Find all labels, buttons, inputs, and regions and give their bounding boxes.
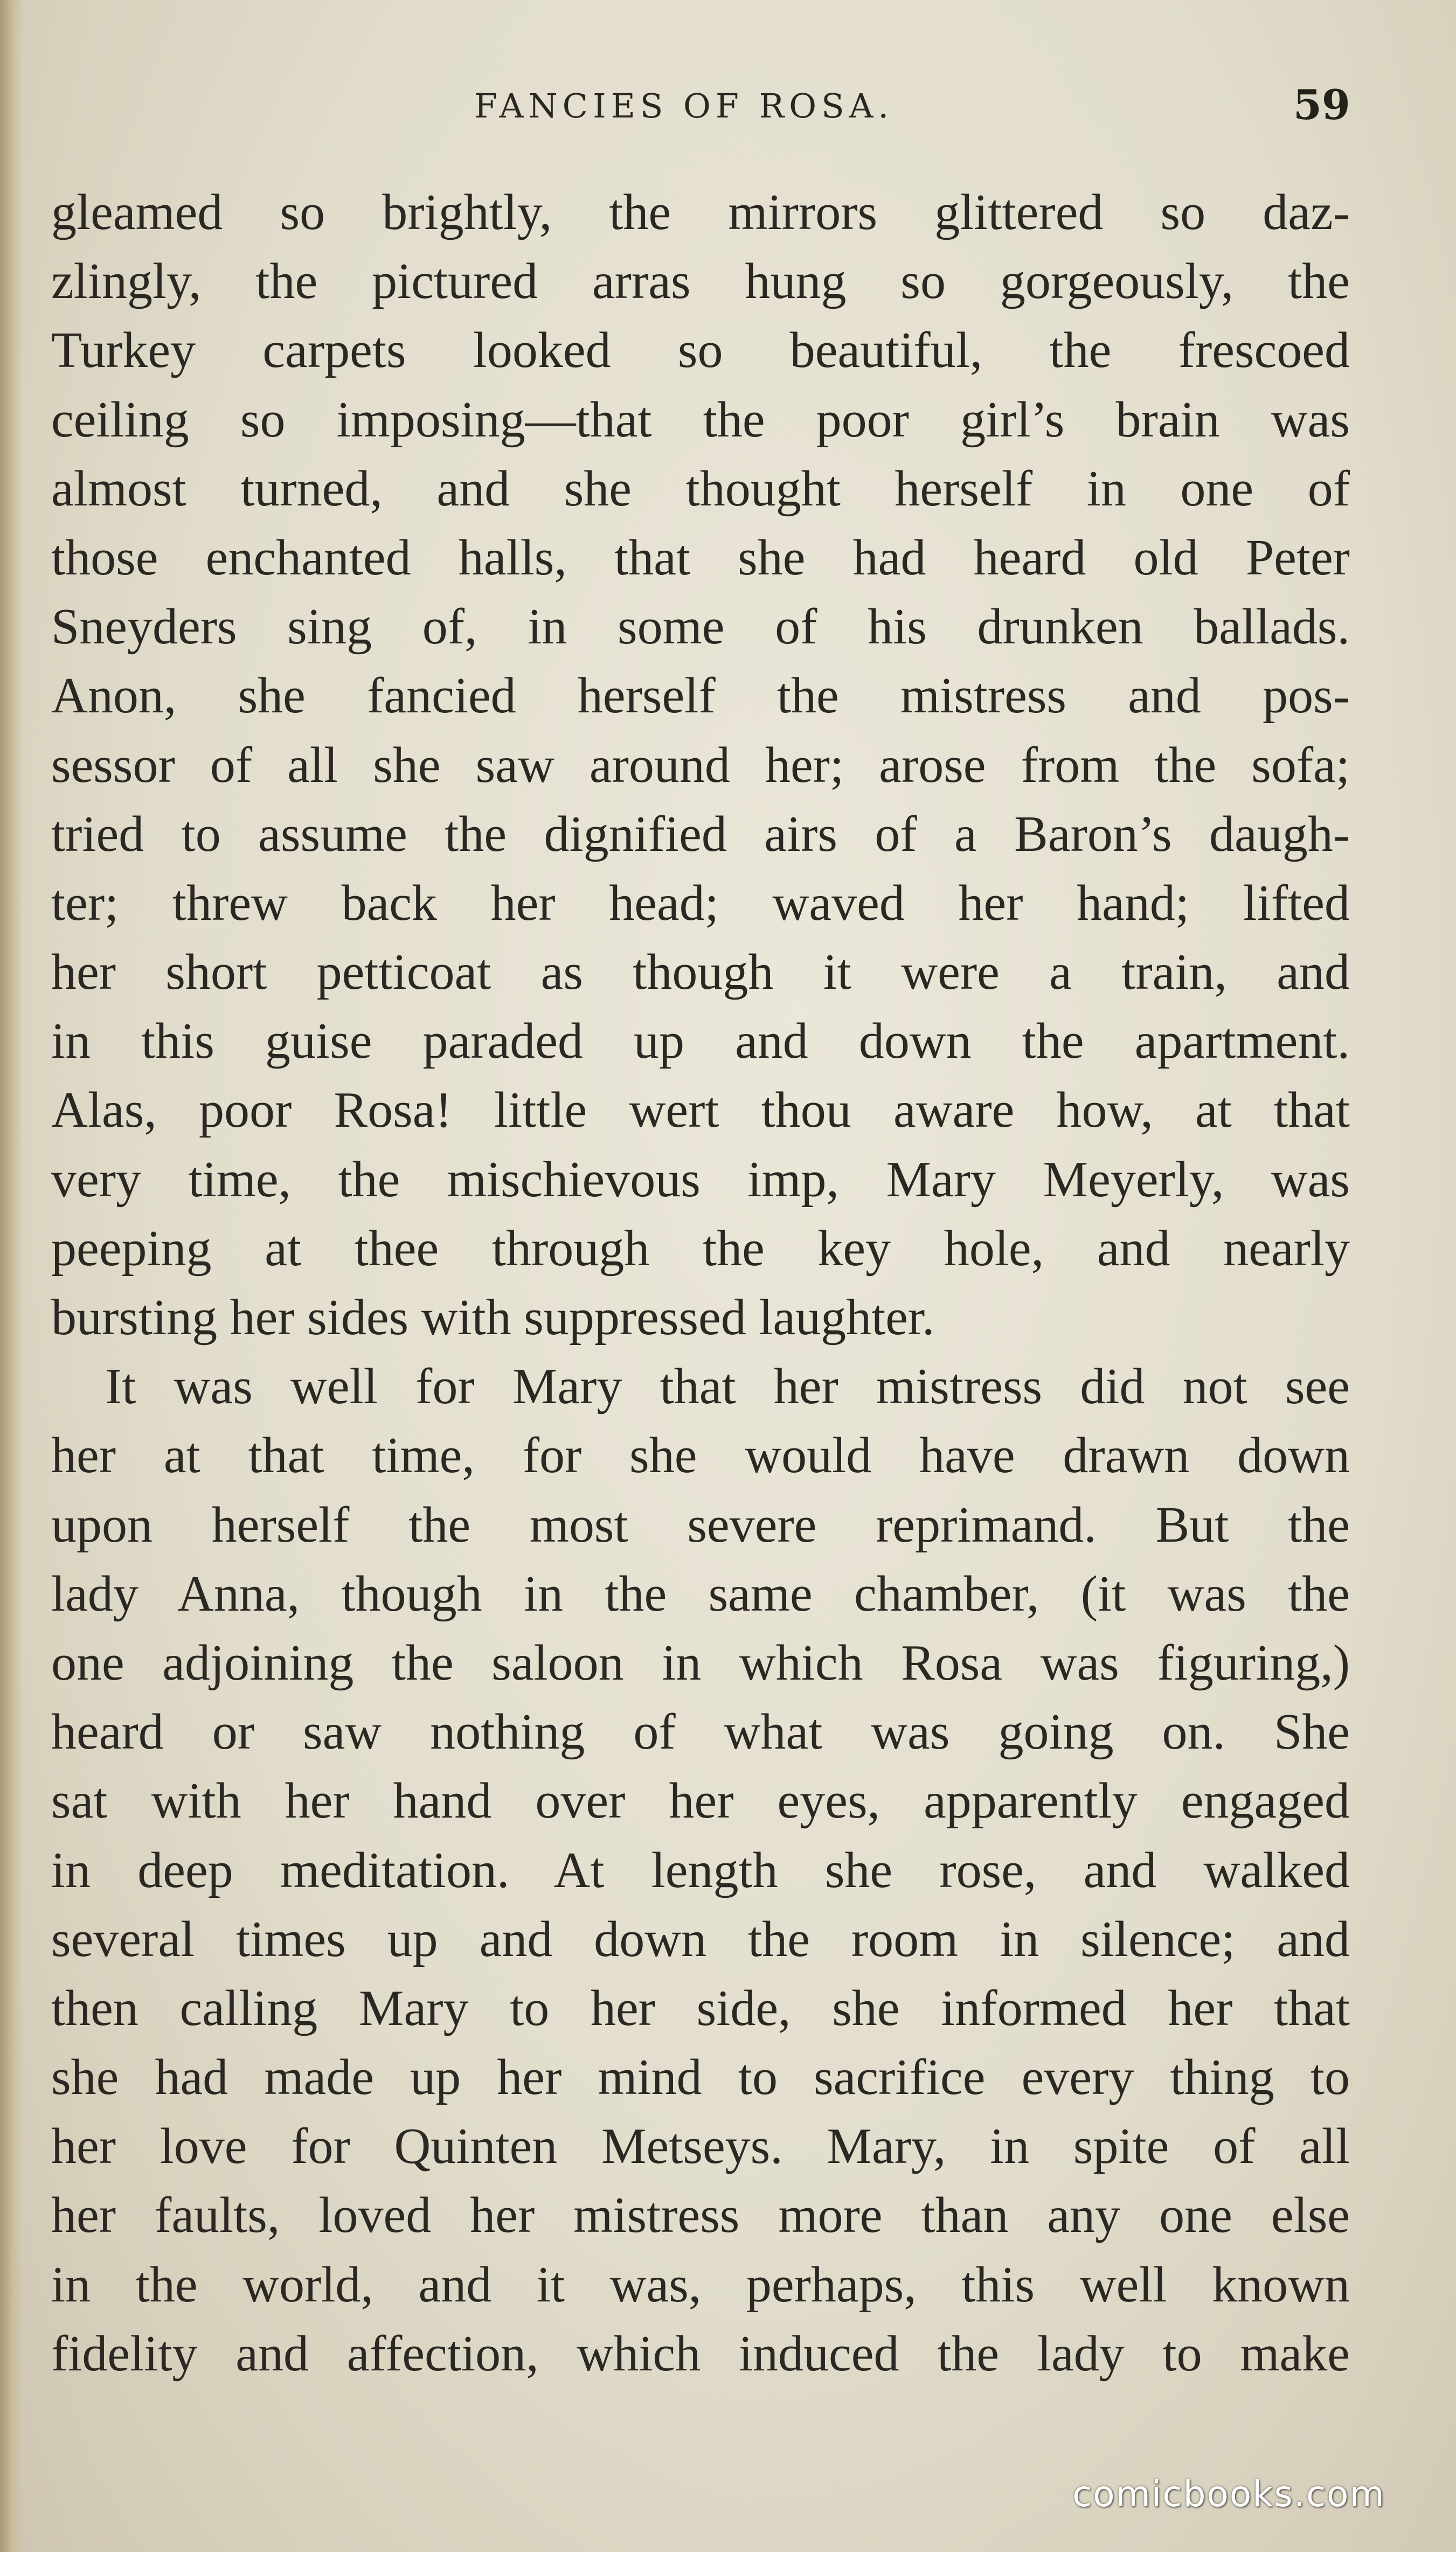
text-line: then calling Mary to her side, she informed her that bbox=[51, 1980, 1350, 2036]
text-line: her love for Quinten Metseys. Mary, in spite of all bbox=[51, 2118, 1350, 2175]
text-line: sessor of all she saw around her; arose from the sofa; bbox=[51, 737, 1350, 793]
text-line: her faults, loved her mistress more than any one else bbox=[51, 2187, 1350, 2244]
text-line: lady Anna, though in the same chamber, (it was the bbox=[51, 1565, 1350, 1622]
text-line: Alas, poor Rosa! little wert thou aware how, at that bbox=[51, 1082, 1350, 1139]
text-line: in this guise paraded up and down the apartment. bbox=[51, 1013, 1350, 1070]
text-line: It was well for Mary that her mistress did not see bbox=[105, 1358, 1350, 1415]
text-line: sat with her hand over her eyes, apparently engaged bbox=[51, 1773, 1350, 1829]
text-line: heard or saw nothing of what was going on. She bbox=[51, 1704, 1350, 1760]
text-line: in deep meditation. At length she rose, and walked bbox=[51, 1842, 1350, 1898]
page-number: 59 bbox=[1293, 81, 1350, 129]
text-line: almost turned, and she thought herself in one of bbox=[51, 460, 1350, 517]
text-line: ter; threw back her head; waved her hand; lifted bbox=[51, 875, 1350, 931]
text-line: very time, the mischievous imp, Mary Meyerly, was bbox=[51, 1151, 1350, 1208]
text-line: zlingly, the pictured arras hung so gorgeously, the bbox=[51, 253, 1350, 310]
running-title: FANCIES OF ROSA. bbox=[474, 86, 894, 126]
text-line: upon herself the most severe reprimand. But the bbox=[51, 1496, 1350, 1553]
text-line: ceiling so imposing—that the poor girl’s brain was bbox=[51, 391, 1350, 448]
text-line: her at that time, for she would have drawn down bbox=[51, 1427, 1350, 1484]
watermark: comicbooks.com bbox=[1072, 2473, 1385, 2515]
running-head bbox=[0, 81, 1456, 140]
text-line: her short petticoat as though it were a train, and bbox=[51, 944, 1350, 1001]
text-line: Sneyders sing of, in some of his drunken ballads. bbox=[51, 599, 1350, 655]
text-line: one adjoining the saloon in which Rosa was figuring,) bbox=[51, 1634, 1350, 1691]
text-line: she had made up her mind to sacrifice every thing to bbox=[51, 2049, 1350, 2106]
text-line: Turkey carpets looked so beautiful, the frescoed bbox=[51, 322, 1350, 379]
text-line: peeping at thee through the key hole, and nearly bbox=[51, 1220, 1350, 1277]
text-line: those enchanted halls, that she had heard old Peter bbox=[51, 529, 1350, 586]
text-line: gleamed so brightly, the mirrors glittered so daz- bbox=[51, 184, 1350, 240]
text-line: tried to assume the dignified airs of a Baron’s daugh- bbox=[51, 806, 1350, 862]
text-line: Anon, she fancied herself the mistress and pos- bbox=[51, 668, 1350, 724]
body-text bbox=[51, 178, 1350, 2388]
text-line: in the world, and it was, perhaps, this well known bbox=[51, 2256, 1350, 2313]
text-line: bursting her sides with suppressed laughter. bbox=[51, 1289, 935, 1346]
text-line: fidelity and affection, which induced the lady to make bbox=[51, 2325, 1350, 2382]
text-line: several times up and down the room in silence; and bbox=[51, 1911, 1350, 1967]
page-edge-shadow bbox=[0, 0, 23, 2552]
